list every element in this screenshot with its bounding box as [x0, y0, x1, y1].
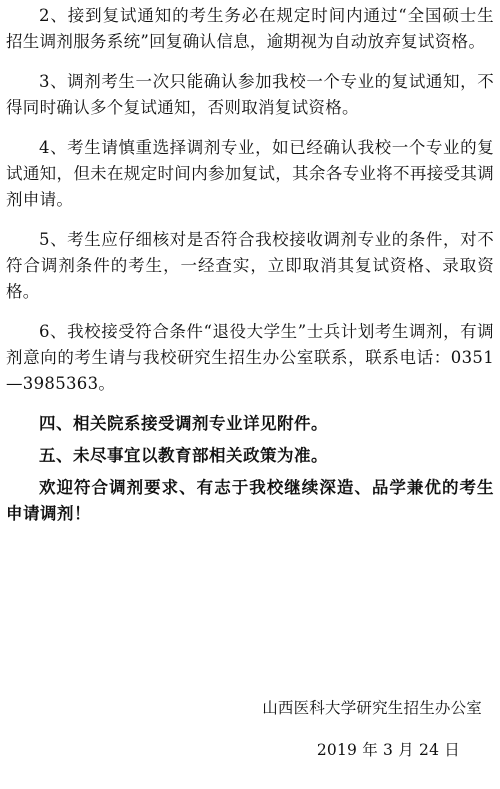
- item-3: 3、调剂考生一次只能确认参加我校一个专业的复试通知，不得同时确认多个复试通知，否则取消复试资格。: [6, 72, 494, 117]
- item-6: 6、我校接受符合条件“退役大学生”士兵计划考生调剂，有调剂意向的考生请与我校研究生招生办公室联系，联系电话：0351—3985363。: [6, 322, 494, 393]
- closing-statement: 欢迎符合调剂要求、有志于我校继续深造、品学兼优的考生申请调剂！: [6, 478, 494, 523]
- date: 2019 年 3 月 24 日: [316, 741, 460, 759]
- signature: 山西医科大学研究生招生办公室: [262, 699, 482, 717]
- section-five: 五、未尽事宜以教育部相关政策为准。: [39, 446, 328, 465]
- item-2: 2、接到复试通知的考生务必在规定时间内通过“全国硕士生招生调剂服务系统”回复确认信息，逾期视为自动放弃复试资格。: [6, 6, 494, 51]
- item-4: 4、考生请慎重选择调剂专业，如已经确认我校一个专业的复试通知，但未在规定时间内参加复试，其余各专业将不再接受其调剂申请。: [6, 138, 494, 209]
- item-5: 5、考生应仔细核对是否符合我校接收调剂专业的条件，对不符合调剂条件的考生，一经查实，立即取消其复试资格、录取资格。: [6, 230, 494, 301]
- section-four: 四、相关院系接受调剂专业详见附件。: [39, 414, 328, 433]
